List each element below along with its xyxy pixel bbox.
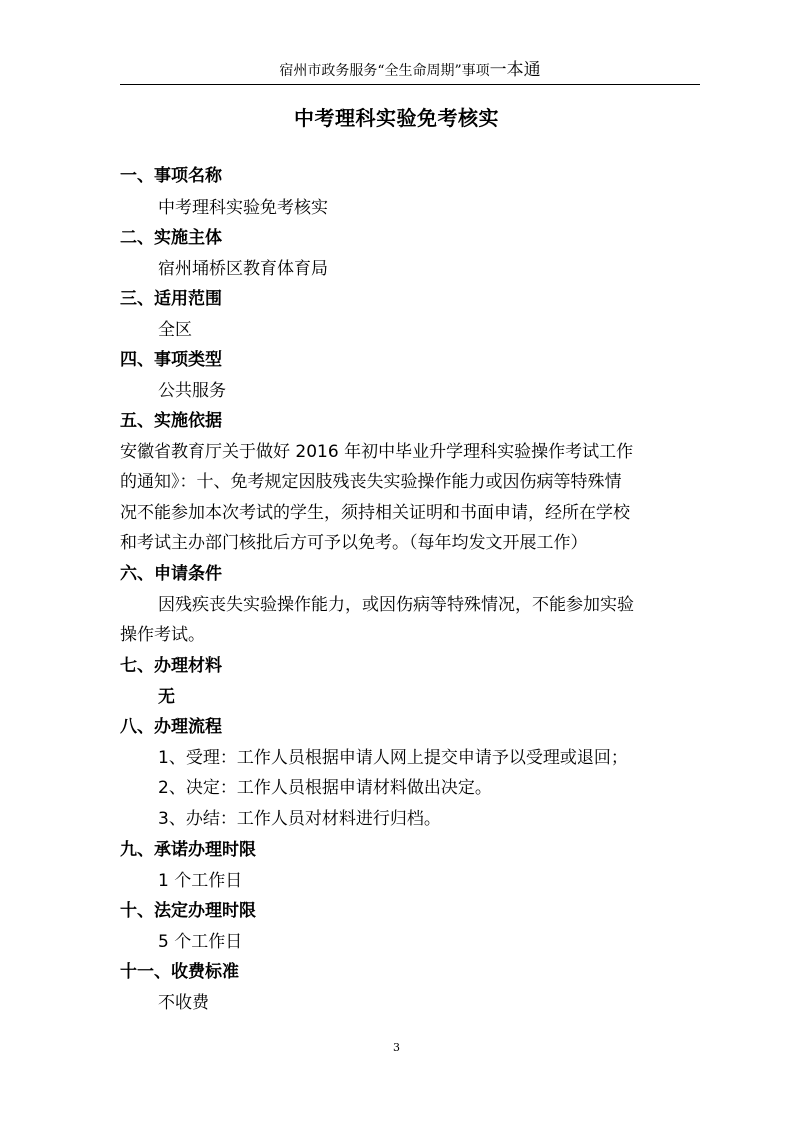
section-heading-implementing-body: 二、实施主体 [120, 228, 222, 248]
section-content-promised-time: 1 个工作日 [158, 871, 243, 891]
section-line-legal-basis: 和考试主办部门核批后方可予以免考。（每年均发文开展工作） [120, 533, 588, 553]
section-line-conditions: 因残疾丧失实验操作能力，或因伤病等特殊情况，不能参加实验 [158, 595, 634, 615]
section-heading-conditions: 六、申请条件 [120, 564, 222, 584]
process-step: 3、办结：工作人员对材料进行归档。 [158, 809, 441, 829]
section-heading-materials: 七、办理材料 [120, 656, 222, 676]
header-text-large: 一本通 [489, 60, 541, 80]
section-content-fee: 不收费 [158, 993, 209, 1013]
section-line-legal-basis: 的通知》：十、免考规定因肢残丧失实验操作能力或因伤病等特殊情 [120, 472, 622, 492]
section-heading-process: 八、办理流程 [120, 717, 222, 737]
section-heading-scope: 三、适用范围 [120, 289, 222, 309]
section-content-implementing-body: 宿州埇桥区教育体育局 [158, 259, 328, 279]
header-text: 宿州市政务服务“全生命周期”事项 [279, 63, 490, 79]
section-heading-item-type: 四、事项类型 [120, 350, 222, 370]
section-heading-promised-time: 九、承诺办理时限 [120, 840, 256, 860]
section-heading-item-name: 一、事项名称 [120, 166, 222, 186]
section-line-conditions: 操作考试。 [120, 625, 205, 645]
document-title: 中考理科实验免考核实 [294, 106, 499, 130]
section-content-legal-time: 5 个工作日 [158, 932, 243, 952]
page-number: 3 [393, 1041, 400, 1054]
process-step: 1、受理：工作人员根据申请人网上提交申请予以受理或退回； [158, 748, 628, 768]
process-step: 2、决定：工作人员根据申请材料做出决定。 [158, 778, 492, 798]
header-divider [120, 84, 700, 85]
section-heading-legal-basis: 五、实施依据 [120, 411, 222, 431]
section-content-scope: 全区 [158, 320, 192, 340]
section-line-legal-basis: 况不能参加本次考试的学生，须持相关证明和书面申请，经所在学校 [120, 503, 630, 523]
section-heading-fee: 十一、收费标准 [120, 962, 239, 982]
section-heading-legal-time: 十、法定办理时限 [120, 901, 256, 921]
page-header [120, 60, 700, 81]
section-content-item-name: 中考理科实验免考核实 [158, 198, 328, 218]
section-content-item-type: 公共服务 [158, 381, 226, 401]
section-content-materials: 无 [158, 687, 175, 707]
section-line-legal-basis: 安徽省教育厅关于做好 2016 年初中毕业升学理科实验操作考试工作 [120, 442, 634, 462]
